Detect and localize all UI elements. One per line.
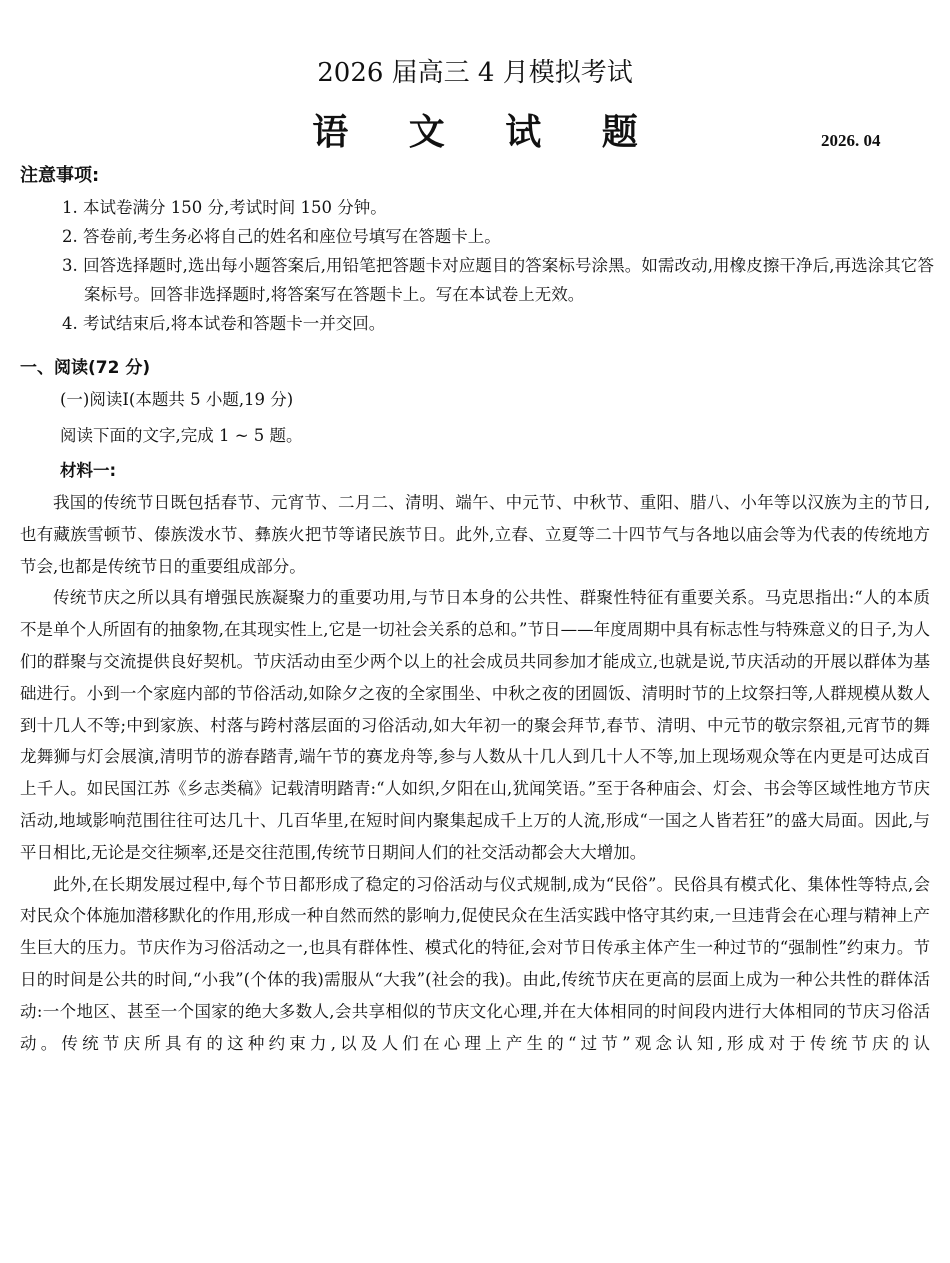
notice-list xyxy=(62,193,934,338)
section-heading: 一、阅读(72 分) xyxy=(20,358,151,378)
part-heading: (一)阅读Ⅰ(本题共 5 小题,19 分) xyxy=(60,390,294,409)
paragraph: 传统节庆之所以具有增强民族凝聚力的重要功用,与节日本身的公共性、群聚性特征有重要关系。马克思指出:“人的本质不是单个人所固有的抽象物,在其现实性上,它是一切社会关系的总和。”节日——年度周期中具有标志性与特殊意义的日子,为人们的群聚与交流提供良好契机。节庆活动由至少两个以上的社会成员共同参加才能成立,也就是说,节庆活动的开展以群体为基础进行。小到一个家庭内部的节俗活动,如除夕之夜的全家围坐、中秋之夜的团圆饭、清明时节的上坟祭扫等,人群规模从数人到十几人不等;中到家族、村落与跨村落层面的习俗活动,如大年初一的聚会拜节,春节、清明、中元节的敬宗祭祖,元宵节的舞龙舞狮与灯会展演,清明节的游春踏青,端午节的赛龙舟等,参与人数从十几人到几十人不等,加上现场观众等在内更是可达成百上千人。如民国江苏《乡志类稿》记载清明踏青:“人如织,夕阳在山,犹闻笑语。”至于各种庙会、灯会、书会等区域性地方节庆活动,地域影响范围往往可达几十、几百华里,在短时间内聚集起成千上万的人流,形成“一国之人皆若狂”的盛大局面。因此,与平日相比,无论是交往频率,还是交往范围,传统节日期间人们的社交活动都会大大增加。 xyxy=(20,588,930,862)
paragraph: 此外,在长期发展过程中,每个节日都形成了稳定的习俗活动与仪式规制,成为“民俗”。民俗具有模式化、集体性等特点,会对民众个体施加潜移默化的作用,形成一种自然而然的影响力,促使民众在生活实践中恪守其约束,一旦违背会在心理与精神上产生巨大的压力。节庆作为习俗活动之一,也具有群体性、模式化的特征,会对节日传承主体产生一种过节的“强制性”约束力。节日的时间是公共的时间,“小我”(个体的我)需服从“大我”(社会的我)。由此,传统节庆在更高的层面上成为一种公共性的群体活动:一个地区、甚至一个国家的绝大多数人,会共享相似的节庆文化心理,并在大体相同的时间段内进行大体相同的节庆习俗活动。传统节庆所具有的这种约束力,以及人们在心理上产生的“过节”观念认知,形成对于传统节庆的认 xyxy=(20,874,930,1053)
paragraph: 我国的传统节日既包括春节、元宵节、二月二、清明、端午、中元节、中秋节、重阳、腊八、小年等以汉族为主的节日,也有藏族雪顿节、傣族泼水节、彝族火把节等诸民族节日。此外,立春、立夏等二十四节气与各地以庙会等为代表的传统地方节会,也都是传统节日的重要组成部分。 xyxy=(20,493,930,576)
notice-heading: 注意事项: xyxy=(20,165,100,186)
instruction-text: 阅读下面的文字,完成 1 ~ 5 题。 xyxy=(60,426,303,445)
notice-item: 4. 考试结束后,将本试卷和答题卡一并交回。 xyxy=(62,314,386,333)
exam-title: 2026 届高三 4 月模拟考试 xyxy=(317,58,633,88)
notice-item: 3. 回答选择题时,选出每小题答案后,用铅笔把答题卡对应题目的答案标号涂黑。如需改动,用橡皮擦干净后,再选涂其它答案标号。回答非选择题时,将答案写在答题卡上。写在本试卷上无效。 xyxy=(62,256,934,304)
notice-item: 1. 本试卷满分 150 分,考试时间 150 分钟。 xyxy=(62,198,387,217)
notice-item: 2. 答卷前,考生务必将自己的姓名和座位号填写在答题卡上。 xyxy=(62,227,501,246)
material-body xyxy=(20,487,930,1059)
subject-title: 语 文 试 题 xyxy=(312,111,662,153)
exam-date: 2026. 04 xyxy=(821,131,881,150)
material-heading: 材料一: xyxy=(60,461,117,480)
